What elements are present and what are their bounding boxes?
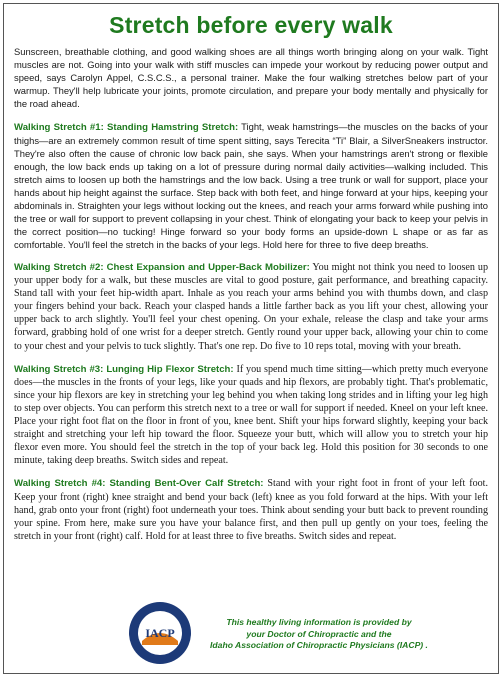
stretch-body-4: Stand with your right foot in front of your left foot. Keep your front (right) knee straight and bend your back (left) knee as you fold forward at the hips. With your left hand, grab onto your front (right) foot underneath your toes. Think about sending your butt back to prevent rounding your spine. From here, make sure you have your balance first, and then pull up gently on your toes, feeling the stretch in your front (right) calf. Hold for at least three to five breaths. Switch sides and repeat. (14, 478, 488, 542)
stretch-heading-3: Walking Stretch #3: Lunging Hip Flexor Stretch: (14, 363, 234, 375)
intro-paragraph: Sunscreen, breathable clothing, and good walking shoes are all things worth bringing along on your walk. Tight muscles are not. Going into your walk with stiff muscles can impede your workout by reducing power output and speed, says Carolyn Appel, C.S.C.S., a personal trainer. Make the four walking stretches below part of your warmup. They'll help lubricate your joints, promote circulation, and prepare your body mentally and physically for the road ahead. (14, 46, 488, 109)
document-page (3, 3, 499, 674)
iacp-logo (128, 601, 192, 665)
stretch-section-4 (14, 477, 488, 542)
logo-text: IACP (145, 626, 175, 640)
stretch-section-3 (14, 363, 488, 468)
stretch-section-1 (14, 120, 488, 251)
footer-credit (194, 617, 444, 652)
stretch-body-1: Tight, weak hamstrings—the muscles on the backs of your thighs—are an extremely common result of time spent sitting, says Terecita “Ti” Blair, a SilverSneakers instructor. They're also often the cause of chronic low back pain, she says. When your hamstrings aren't strong or flexible enough, the low back ends up taking on a lot of pressure during normal daily activities—walking included. This stretch aims to loosen up both the hamstrings and the low back. Using a tree trunk or wall for support, place your hands about hip height against the surface. Step back with both feet, and hinge forward at your hips, keeping your abdominals in. Straighten your legs without locking out the knees, and reach your arms forward while pushing into the tree or wall for support to prevent collapsing in your chest. Think of elongating your back to keep your pelvis in the correct position—no tucking! Hinge forward so your body forms an upside-down L shape or as far as comfortable. You'll feel the stretch in the backs of your legs. Hold here for three to five deep breaths. (14, 121, 489, 250)
page-title: Stretch before every walk (109, 12, 393, 38)
footer-line-3: Idaho Association of Chiropractic Physicians (IACP) . (210, 640, 428, 650)
footer-line-2: your Doctor of Chiropractic and the (246, 628, 392, 639)
footer-line-1: This healthy living information is provided by (226, 617, 412, 627)
footer (4, 601, 498, 665)
stretch-section-2 (14, 261, 488, 353)
stretch-heading-4: Walking Stretch #4: Standing Bent-Over Calf Stretch: (14, 478, 264, 490)
stretch-heading-1: Walking Stretch #1: Standing Hamstring Stretch: (14, 122, 239, 133)
stretch-body-3: If you spend much time sitting—which pretty much everyone does—the muscles in the fronts of your legs, like your quads and hip flexors, are probably tight. That's problematic, since your hip flexors are key in stretching your leg behind you when taking long strides and in lifting your leg high to step over objects. You can perform this stretch next to a tree or wall for support if needed. Kneel on your left knee. Place your right foot flat on the floor in front of you, knee bent. Shift your hips forward slightly, keeping your back straight and stretching your left hip toward the floor. Squeeze your butt, which will allow you to stretch your hip flexor even more. You should feel the stretch in the top of your back leg. Hold this position for 30 seconds to one minute, taking deep breaths. Switch sides and repeat. (14, 363, 489, 467)
stretch-body-2: You might not think you need to loosen up your upper body for a walk, but these muscles are vital to good posture, gait performance, and breathing capacity. Stand tall with your feet hip-width apart. Inhale as you reach your arms behind you with thumbs down, and clasp your fingers behind your back. Reach your clasped hands a little farther back as you lift your chest, allowing your upper back to arch slightly. You'll feel your chest opening. On your exhale, release the clasp and take your arms forward, grabbing hold of one wrist for a deeper stretch. Gently round your upper back, allowing your chin to come to your chest and your pelvis to tuck slightly. That's one rep. Do five to 10 reps total, moving with your breath. (14, 262, 488, 352)
stretch-heading-2: Walking Stretch #2: Chest Expansion and Upper-Back Mobilizer: (14, 262, 310, 273)
